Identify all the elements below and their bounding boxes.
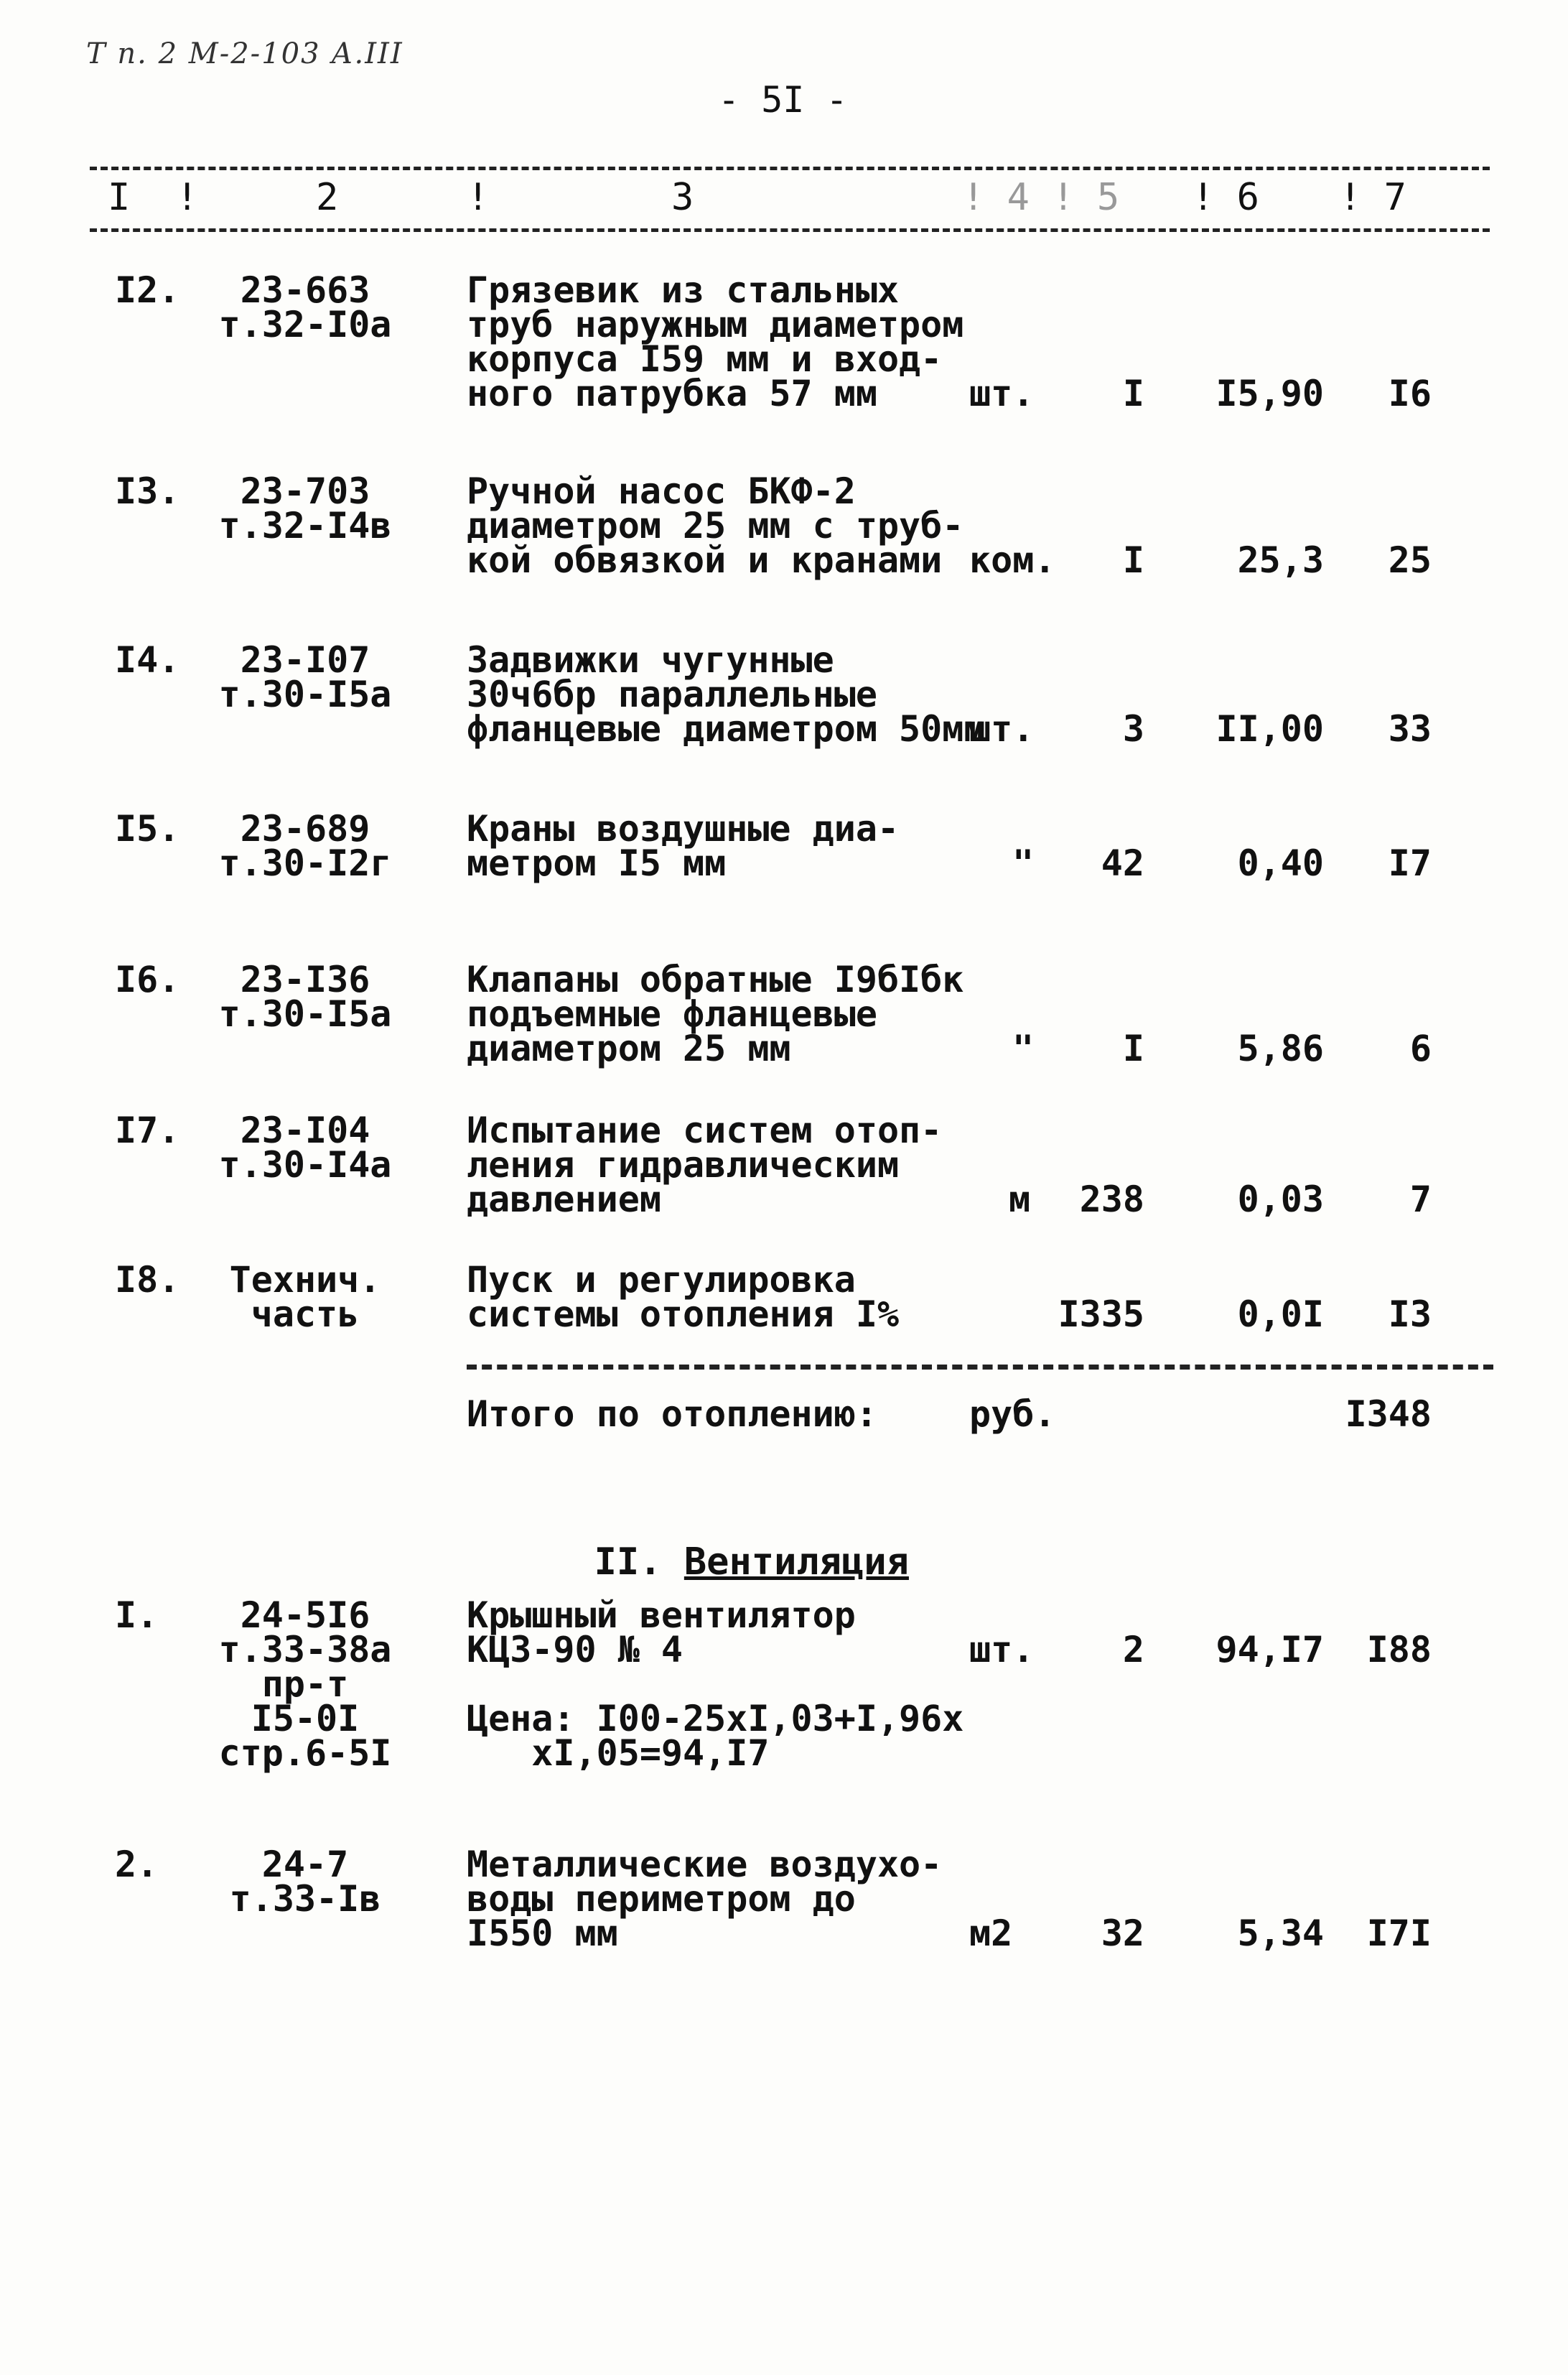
quantity: 32: [1101, 1912, 1144, 1954]
code-line: т.32-I0а: [218, 304, 392, 345]
code-line: пр-т: [261, 1663, 349, 1705]
unit-price: II,00: [1215, 708, 1324, 750]
row-number: I2.: [115, 269, 180, 311]
description-line: 30ч6бр параллельные: [467, 674, 877, 715]
code-line: т.30-I2г: [218, 842, 392, 884]
code-line: т.33-Iв: [229, 1878, 381, 1920]
description-line: Ручной насос БКФ-2: [467, 470, 856, 512]
description-line: подъемные фланцевые: [467, 993, 877, 1035]
row-number: I3.: [115, 470, 180, 512]
total-cost: 33: [1388, 708, 1432, 750]
description-line: Задвижки чугунные: [467, 639, 834, 681]
description-line: I550 мм: [467, 1912, 618, 1954]
description-line: Испытание систем отоп-: [467, 1110, 943, 1151]
row-number: 2.: [115, 1844, 159, 1885]
row-number: I8.: [115, 1259, 180, 1301]
total-cost: 25: [1388, 539, 1432, 581]
row-number: I4.: [115, 639, 180, 681]
col-sep: !: [467, 176, 490, 219]
description-line: ления гидравлическим: [467, 1144, 900, 1186]
heating-total-label: Итого по отоплению:: [467, 1393, 877, 1435]
unit-price: 0,0I: [1237, 1293, 1324, 1335]
code-line: т.33-38а: [218, 1629, 392, 1670]
quantity: 3: [1122, 708, 1144, 750]
code-line: часть: [251, 1293, 360, 1335]
code-line: 23-I36: [240, 959, 370, 1000]
quantity: 238: [1079, 1179, 1144, 1220]
code-line: стр.6-5I: [218, 1732, 392, 1774]
header-note: Т п. 2 М-2-103 А.III: [86, 37, 403, 70]
header-top-rule: [90, 167, 1490, 170]
description-line: диаметром 25 мм с труб-: [467, 505, 964, 547]
quantity: I: [1122, 373, 1144, 414]
col-7-label: ! 7: [1339, 176, 1406, 219]
description-line: Крышный вентилятор: [467, 1594, 856, 1636]
col-3-label: 3: [671, 176, 694, 219]
col-6-label: ! 6: [1192, 176, 1259, 219]
row-number: I7.: [115, 1110, 180, 1151]
code-line: Технич.: [229, 1259, 381, 1301]
unit: ": [1012, 842, 1035, 884]
col-4-5-label: ! 4 ! 5: [962, 176, 1120, 219]
unit: м2: [969, 1912, 1013, 1954]
unit-price: 5,34: [1237, 1912, 1324, 1954]
description-line: воды периметром до: [467, 1878, 856, 1920]
unit: м: [1009, 1179, 1031, 1220]
description-line: ного патрубка 57 мм: [467, 373, 877, 414]
total-cost: I3: [1388, 1293, 1432, 1335]
total-cost: 7: [1409, 1179, 1432, 1220]
unit-price: 94,I7: [1215, 1629, 1324, 1670]
price-formula-line: хI,05=94,I7: [467, 1732, 770, 1774]
unit: ком.: [969, 539, 1056, 581]
section-title: Вентиляция: [683, 1540, 909, 1584]
description-line: кой обвязкой и кранами: [467, 539, 943, 581]
unit: шт.: [969, 373, 1035, 414]
description-line: фланцевые диаметром 50мм: [467, 708, 986, 750]
unit: шт.: [969, 708, 1035, 750]
price-formula-line: Цена: I00-25хI,03+I,96х: [467, 1698, 964, 1739]
description-line: КЦ3-90 № 4: [467, 1629, 683, 1670]
quantity: I: [1122, 539, 1144, 581]
heating-total-unit: руб.: [969, 1393, 1056, 1435]
code-line: т.32-I4в: [218, 505, 392, 547]
row-number: I5.: [115, 808, 180, 850]
code-line: I5-0I: [251, 1698, 360, 1739]
description-line: Грязевик из стальных: [467, 269, 900, 311]
col-sep: !: [176, 176, 199, 219]
quantity: I: [1122, 1028, 1144, 1069]
total-cost: I6: [1388, 373, 1432, 414]
code-line: 24-7: [261, 1844, 349, 1885]
col-2-label: 2: [316, 176, 339, 219]
section-number: II.: [594, 1540, 662, 1584]
description-line: давлением: [467, 1179, 661, 1220]
row-number: I6.: [115, 959, 180, 1000]
unit-price: 25,3: [1237, 539, 1324, 581]
header-bottom-rule: [90, 228, 1490, 232]
unit-price: 0,40: [1237, 842, 1324, 884]
description-line: метром I5 мм: [467, 842, 727, 884]
total-cost: 6: [1409, 1028, 1432, 1069]
code-line: 23-I07: [240, 639, 370, 681]
description-line: Пуск и регулировка: [467, 1259, 856, 1301]
unit: ": [1012, 1028, 1035, 1069]
unit-price: I5,90: [1215, 373, 1324, 414]
unit-price: 0,03: [1237, 1179, 1324, 1220]
column-header: [0, 176, 1568, 226]
description-line: корпуса I59 мм и вход-: [467, 338, 943, 380]
description-line: труб наружным диаметром: [467, 304, 964, 345]
page-number: - 5I -: [718, 79, 848, 121]
quantity: I335: [1058, 1293, 1144, 1335]
total-cost: I88: [1366, 1629, 1432, 1670]
description-line: Клапаны обратные I9бIбк: [467, 959, 964, 1000]
heating-total-value: I348: [1345, 1393, 1432, 1435]
quantity: 2: [1122, 1629, 1144, 1670]
code-line: 23-703: [240, 470, 370, 512]
code-line: 23-663: [240, 269, 370, 311]
unit-price: 5,86: [1237, 1028, 1324, 1069]
total-cost: I7I: [1366, 1912, 1432, 1954]
description-line: диаметром 25 мм: [467, 1028, 791, 1069]
code-line: т.30-I4а: [218, 1144, 392, 1186]
code-line: т.30-I5а: [218, 674, 392, 715]
code-line: 23-689: [240, 808, 370, 850]
subtotal-rule: [467, 1365, 1493, 1370]
quantity: 42: [1101, 842, 1144, 884]
unit: шт.: [969, 1629, 1035, 1670]
code-line: 23-I04: [240, 1110, 370, 1151]
code-line: 24-5I6: [240, 1594, 370, 1636]
code-line: т.30-I5а: [218, 993, 392, 1035]
description-line: Металлические воздухо-: [467, 1844, 943, 1885]
col-1-label: I: [108, 176, 131, 219]
row-number: I.: [115, 1594, 159, 1636]
section-heading: [549, 1497, 909, 1584]
description-line: системы отопления I%: [467, 1293, 900, 1335]
description-line: Краны воздушные диа-: [467, 808, 900, 850]
total-cost: I7: [1388, 842, 1432, 884]
